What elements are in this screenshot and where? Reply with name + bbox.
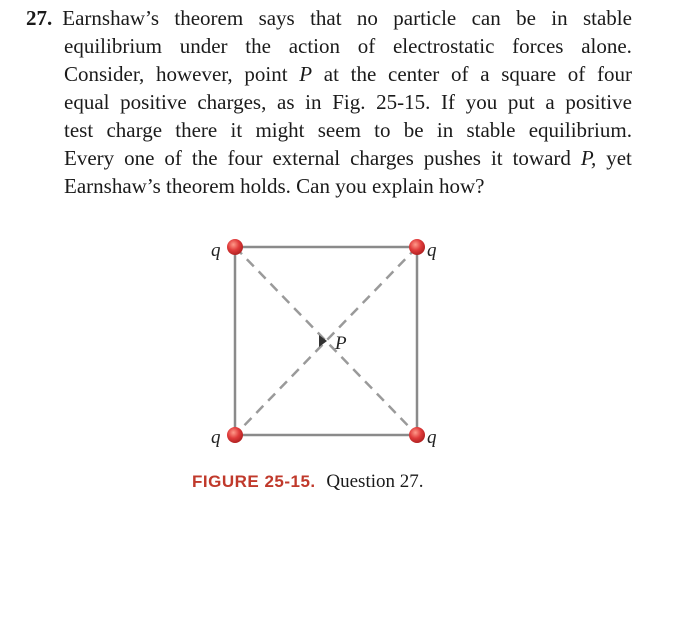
charge-top-right xyxy=(409,239,425,255)
word: positive xyxy=(565,90,632,114)
word: a xyxy=(545,90,555,114)
word: stable xyxy=(582,6,632,30)
label-top-left-q: q xyxy=(211,240,221,261)
question-line-7 xyxy=(26,172,632,200)
word: in xyxy=(551,6,568,30)
word: it xyxy=(490,146,503,170)
word: of xyxy=(357,34,376,58)
charge-bottom-left xyxy=(227,427,243,443)
word: positive xyxy=(120,90,187,114)
question-line-2 xyxy=(26,32,632,60)
word: Earnshaw’s theorem holds. Can you explain how? xyxy=(64,174,485,198)
word: Consider, xyxy=(64,62,145,86)
caption-text: Question 27. xyxy=(326,471,424,492)
word: in xyxy=(436,118,454,142)
word: yet xyxy=(606,146,632,170)
word: of xyxy=(164,146,182,170)
word: particle xyxy=(393,6,457,30)
word: If xyxy=(441,90,456,114)
figure-25-15 xyxy=(195,232,455,452)
word: might xyxy=(255,118,305,142)
word: pushes xyxy=(423,146,481,170)
word: there xyxy=(175,118,218,142)
word: be xyxy=(403,118,424,142)
word: external xyxy=(272,146,341,170)
point-p-label-2: P, xyxy=(580,146,597,170)
label-top-right-q: q xyxy=(427,240,437,261)
word: action xyxy=(288,34,340,58)
word: it xyxy=(230,118,243,142)
word: as xyxy=(277,90,295,114)
word: point xyxy=(244,62,288,86)
question-line-3 xyxy=(26,60,632,88)
word: in xyxy=(305,90,322,114)
word: be xyxy=(516,6,536,30)
word: Earnshaw’s xyxy=(62,6,160,30)
square-charge-diagram xyxy=(195,232,455,452)
word: four xyxy=(227,146,263,170)
word: equilibrium xyxy=(64,34,162,58)
word: equilibrium. xyxy=(528,118,632,142)
question-line-1 xyxy=(26,4,632,32)
charge-bottom-right xyxy=(409,427,425,443)
label-bottom-left-q: q xyxy=(211,427,221,448)
word: at xyxy=(323,62,339,86)
question-line-5 xyxy=(26,116,632,144)
word: charges xyxy=(350,146,414,170)
word: can xyxy=(471,6,501,30)
word: put xyxy=(507,90,535,114)
word: square xyxy=(501,62,557,86)
word: forces xyxy=(512,34,564,58)
word: the xyxy=(191,146,218,170)
word: the xyxy=(350,62,377,86)
word: that xyxy=(310,6,342,30)
word: one xyxy=(124,146,155,170)
word: equal xyxy=(64,90,110,114)
word: a xyxy=(480,62,490,86)
charge-top-left xyxy=(227,239,243,255)
word: under xyxy=(179,34,228,58)
label-bottom-right-q: q xyxy=(427,427,437,448)
word: Every xyxy=(64,146,115,170)
word: says xyxy=(258,6,295,30)
word: charges, xyxy=(197,90,267,114)
word: electrostatic xyxy=(392,34,495,58)
word: to xyxy=(374,118,391,142)
word: four xyxy=(596,62,632,86)
center-label-p: P xyxy=(335,333,347,354)
question-27 xyxy=(26,4,632,200)
word: stable xyxy=(466,118,516,142)
word: the xyxy=(245,34,271,58)
word: however, xyxy=(155,62,233,86)
word: test xyxy=(64,118,94,142)
word: theorem xyxy=(174,6,244,30)
caption-label: FIGURE 25-15. xyxy=(192,472,316,491)
question-line-6 xyxy=(26,144,632,172)
word: center xyxy=(388,62,440,86)
word: alone. xyxy=(581,34,632,58)
word: Fig. xyxy=(332,90,366,114)
point-p-label: P xyxy=(299,62,313,86)
word: of xyxy=(451,62,469,86)
word: charge xyxy=(106,118,163,142)
figure-caption xyxy=(192,471,424,493)
question-number: 27. xyxy=(26,6,53,30)
word: toward xyxy=(512,146,571,170)
word: 25-15. xyxy=(376,90,431,114)
word: you xyxy=(465,90,498,114)
question-line-1-content xyxy=(26,4,632,32)
word: of xyxy=(567,62,586,86)
word: no xyxy=(356,6,378,30)
word: seem xyxy=(317,118,361,142)
question-line-4 xyxy=(26,88,632,116)
